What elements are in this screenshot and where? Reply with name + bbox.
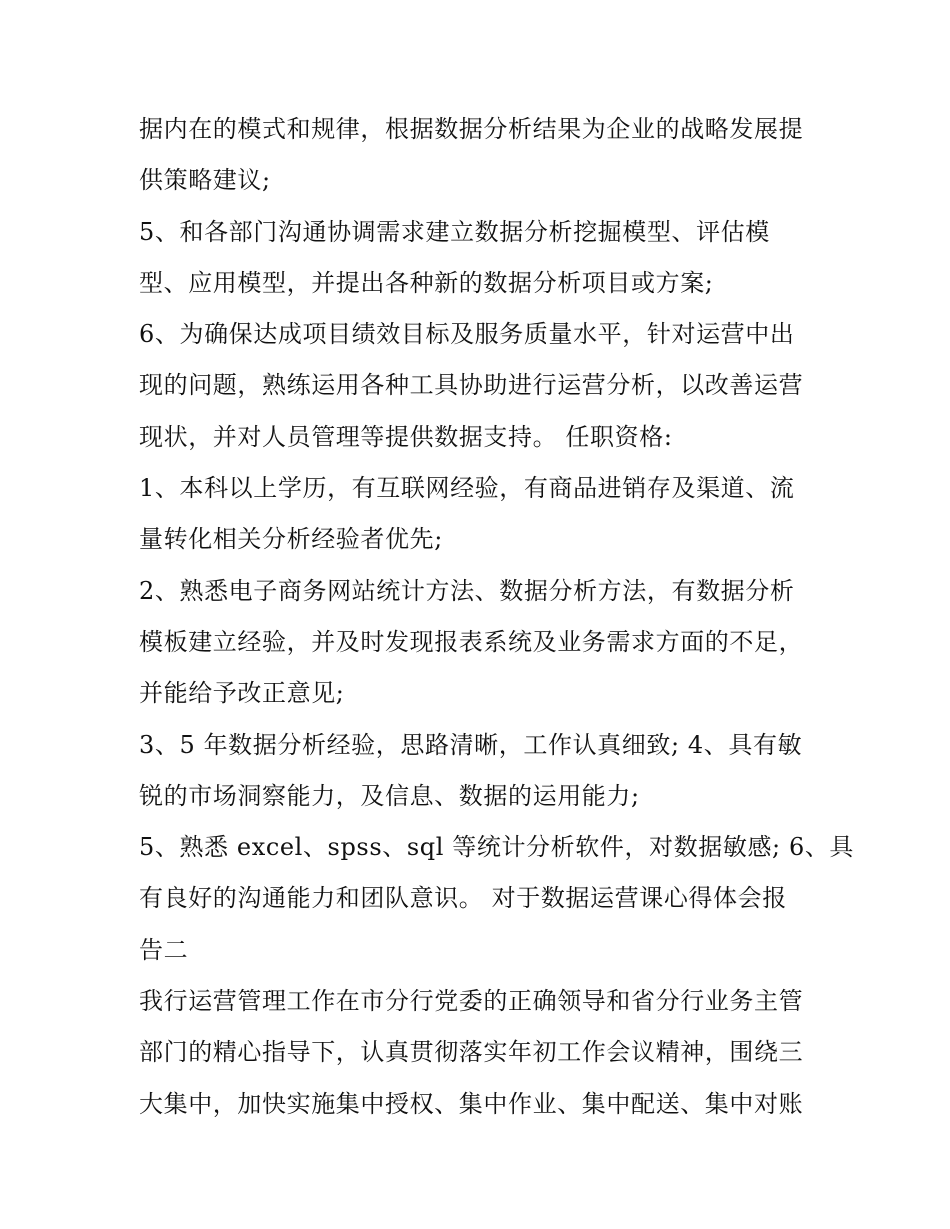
text-line: 5、熟悉 excel、spss、sql 等统计分析软件，对数据敏感; 6、具 bbox=[139, 833, 855, 862]
text-line: 6、为确保达成项目绩效目标及服务质量水平，针对运营中出 bbox=[139, 320, 795, 349]
text-line: 我行运营管理工作在市分行党委的正确领导和省分行业务主管 bbox=[139, 987, 804, 1016]
text-line: 型、应用模型，并提出各种新的数据分析项目或方案; bbox=[139, 268, 714, 297]
text-line: 5、和各部门沟通协调需求建立数据分析挖掘模型、评估模 bbox=[139, 217, 770, 246]
text-line: 锐的市场洞察能力，及信息、数据的运用能力; bbox=[139, 781, 640, 810]
text-line: 并能给予改正意见; bbox=[139, 679, 345, 708]
text-line: 现的问题，熟练运用各种工具协助进行运营分析，以改善运营 bbox=[139, 371, 804, 400]
text-line: 大集中，加快实施集中授权、集中作业、集中配送、集中对账 bbox=[139, 1089, 804, 1118]
text-line: 现状，并对人员管理等提供数据支持。 任职资格: bbox=[139, 422, 673, 451]
text-line: 量转化相关分析经验者优先; bbox=[139, 525, 443, 554]
text-line: 模板建立经验，并及时发现报表系统及业务需求方面的不足， bbox=[139, 627, 804, 656]
text-line: 1、本科以上学历，有互联网经验，有商品进销存及渠道、流 bbox=[139, 474, 795, 503]
text-line: 3、5 年数据分析经验，思路清晰，工作认真细致; 4、具有敏 bbox=[139, 730, 803, 759]
text-line: 告二 bbox=[139, 935, 189, 964]
text-line: 据内在的模式和规律，根据数据分析结果为企业的战略发展提 bbox=[139, 115, 804, 143]
text-line: 有良好的沟通能力和团队意识。 对于数据运营课心得体会报 bbox=[139, 884, 787, 913]
body-text bbox=[139, 104, 855, 1130]
text-line: 2、熟悉电子商务网站统计方法、数据分析方法，有数据分析 bbox=[139, 576, 795, 605]
text-line: 部门的精心指导下，认真贯彻落实年初工作会议精神，围绕三 bbox=[139, 1038, 804, 1067]
text-line: 供策略建议; bbox=[139, 166, 271, 195]
